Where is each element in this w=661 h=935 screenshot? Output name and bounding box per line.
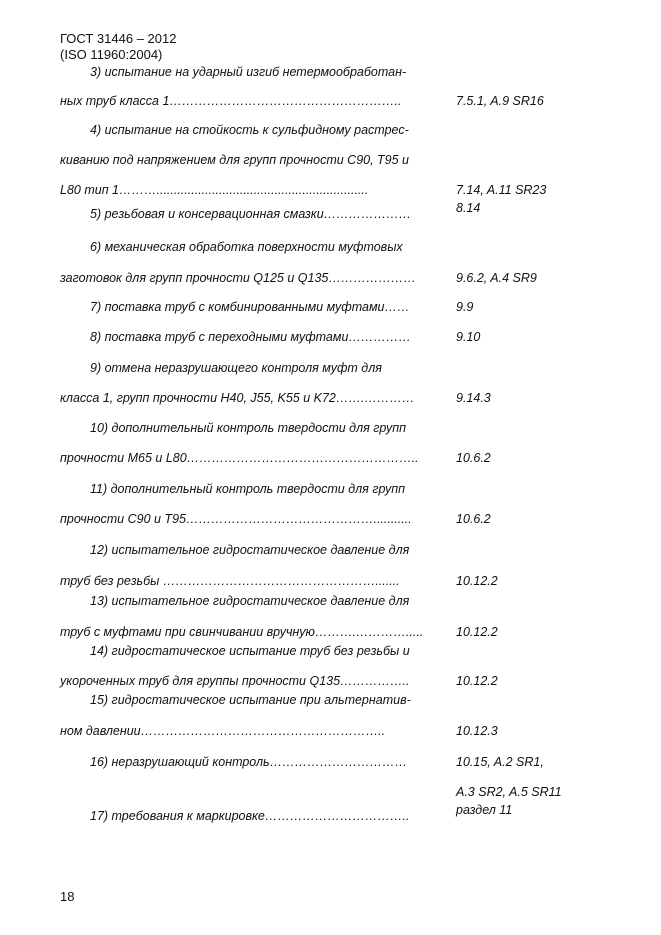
list-item-7-ref: 9.9	[456, 300, 474, 314]
list-item-13-ref: 10.12.2	[456, 625, 498, 639]
list-item-4-line2: киванию под напряжением для групп прочности С90, Т95 и	[60, 153, 410, 167]
list-item-9-line2: класса 1, групп прочности Н40, J55, K55 и K72…….…………	[60, 391, 415, 405]
list-item-16-line1: 16) неразрушающий контроль……………………………	[90, 755, 408, 769]
list-item-3-line2: ных труб класса 1………………………………………………..	[60, 94, 402, 108]
list-item-13-line2: труб с муфтами при свинчивании вручную……….………….....	[60, 625, 424, 639]
list-item-14-ref: 10.12.2	[456, 674, 498, 688]
list-item-9-line1: 9) отмена неразрушающего контроля муфт для	[90, 361, 382, 375]
list-item-9-ref: 9.14.3	[456, 391, 491, 405]
list-item-16-ref-continued: A.3 SR2, A.5 SR11	[456, 785, 562, 799]
list-item-15-line2: ном давлении…………………………………………………..	[60, 724, 386, 738]
list-item-4-ref: 7.14, A.11 SR23	[456, 183, 547, 197]
iso-designation: (ISO 11960:2004)	[60, 47, 163, 62]
list-item-8-line1: 8) поставка труб с переходными муфтами……………	[90, 330, 411, 344]
page-number: 18	[60, 889, 75, 904]
list-item-15-line1: 15) гидростатическое испытание при альтернатив-	[90, 693, 411, 707]
list-item-4-line3: L80 тип 1……….............................................................	[60, 183, 369, 197]
list-item-17-ref: раздел 11	[456, 803, 513, 817]
list-item-11-ref: 10.6.2	[456, 512, 491, 526]
list-item-8-ref: 9.10	[456, 330, 481, 344]
list-item-4-line1: 4) испытание на стойкость к сульфидному растрес-	[90, 123, 409, 137]
list-item-11-line2: прочности С90 и Т95………………………………………...........	[60, 512, 412, 526]
list-item-14-line2: укороченных труб для группы прочности Q135……………..	[60, 674, 410, 688]
list-item-12-line2: труб без резьбы …………………………………………….......	[60, 574, 400, 588]
list-item-5-ref: 8.14	[456, 201, 481, 215]
list-item-7-line1: 7) поставка труб с комбинированными муфтами……	[90, 300, 410, 314]
list-item-10-ref: 10.6.2	[456, 451, 491, 465]
list-item-15-ref: 10.12.3	[456, 724, 498, 738]
list-item-6-ref: 9.6.2, A.4 SR9	[456, 271, 537, 285]
list-item-17-line1: 17) требования к маркировке……………………………..	[90, 809, 410, 823]
list-item-11-line1: 11) дополнительный контроль твердости для групп	[90, 482, 406, 496]
list-item-10-line2: прочности М65 и L80………………………………………………..	[60, 451, 419, 465]
list-item-10-line1: 10) дополнительный контроль твердости для групп	[90, 421, 406, 435]
list-item-6-line2: заготовок для групп прочности Q125 и Q135…………………	[60, 271, 416, 285]
list-item-12-ref: 10.12.2	[456, 574, 498, 588]
list-item-16-ref: 10.15, A.2 SR1,	[456, 755, 544, 769]
list-item-6-line1: 6) механическая обработка поверхности муфтовых	[90, 240, 403, 254]
list-item-3-ref: 7.5.1, A.9 SR16	[456, 94, 544, 108]
list-item-13-line1: 13) испытательное гидростатическое давление для	[90, 594, 410, 608]
list-item-3-line1: 3) испытание на ударный изгиб нетермообработан-	[90, 65, 407, 79]
standard-designation: ГОСТ 31446 – 2012	[60, 31, 177, 46]
list-item-12-line1: 12) испытательное гидростатическое давление для	[90, 543, 410, 557]
list-item-14-line1: 14) гидростатическое испытание труб без резьбы и	[90, 644, 410, 658]
list-item-5-line1: 5) резьбовая и консервационная смазки…………………	[90, 207, 412, 221]
